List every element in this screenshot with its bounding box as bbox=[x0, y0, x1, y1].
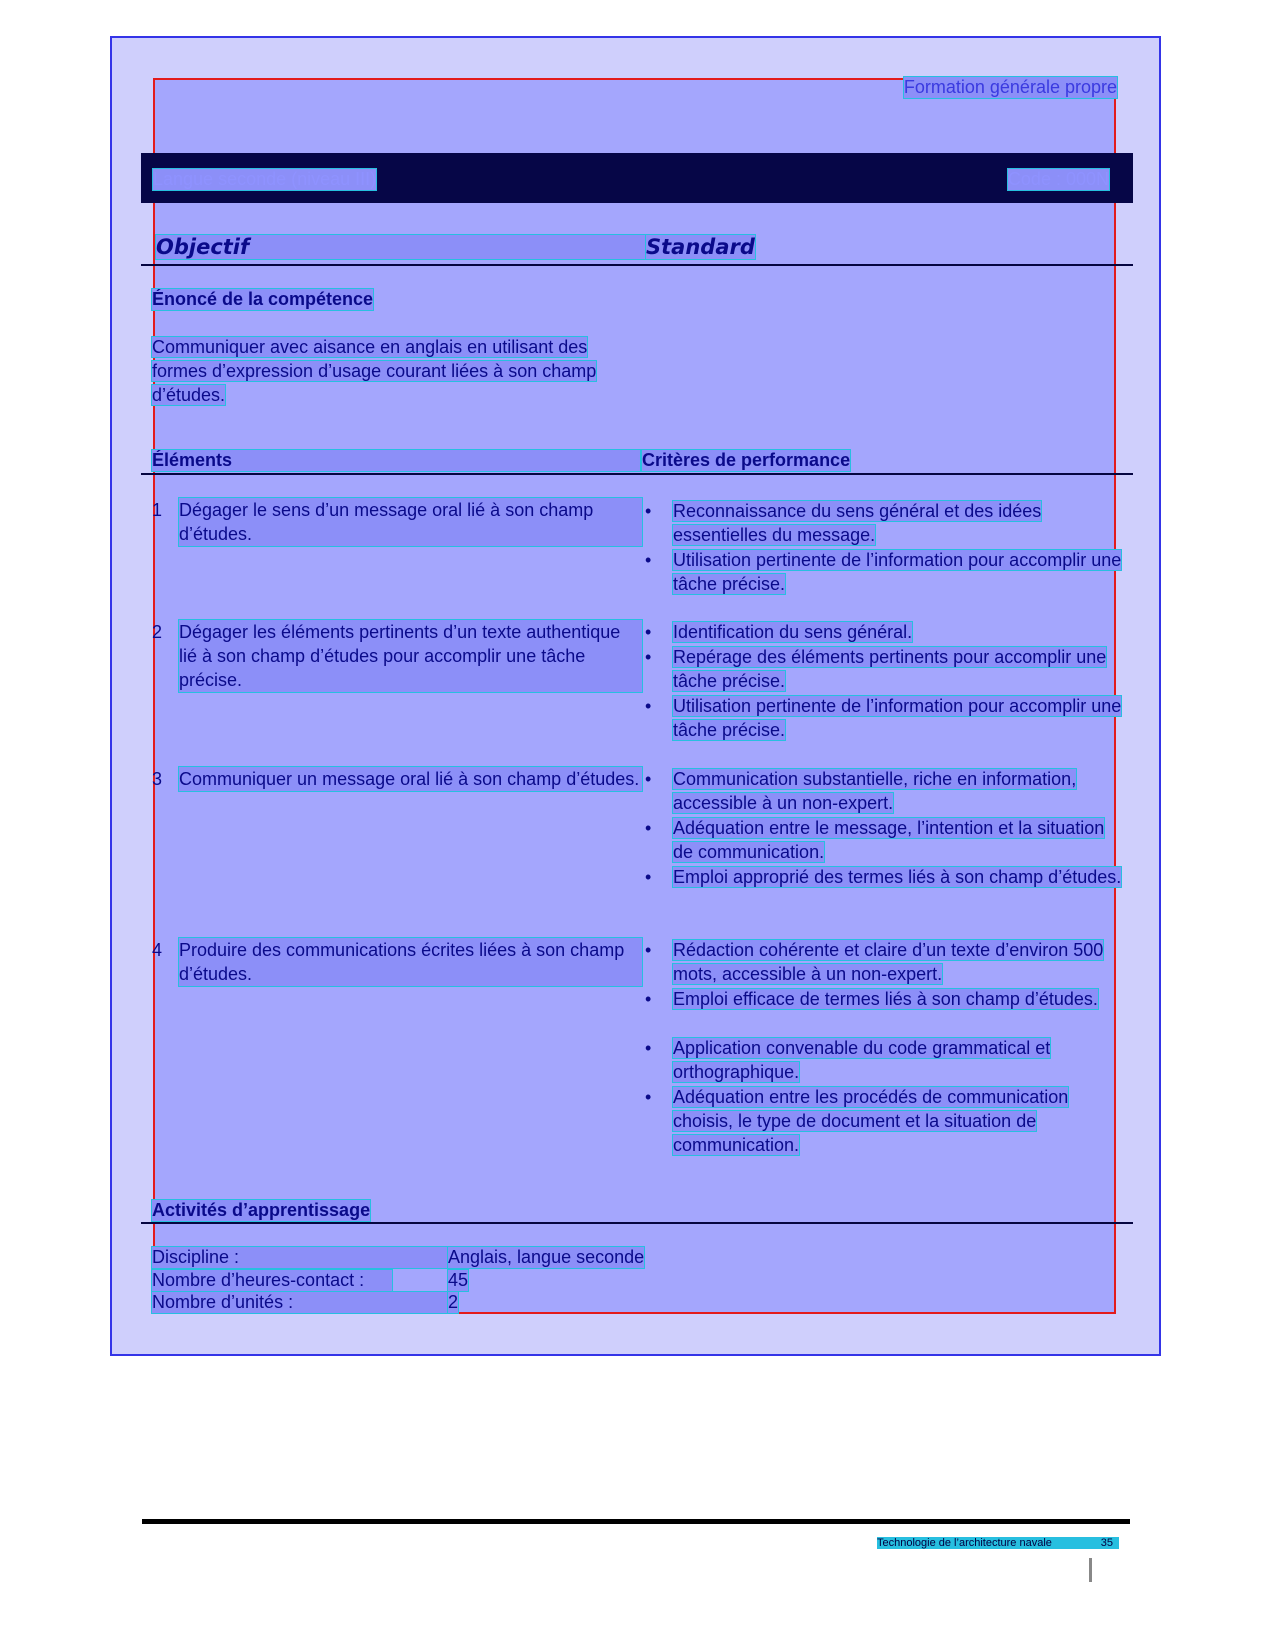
bullet-icon: • bbox=[645, 501, 652, 521]
hours-label: Nombre d’heures-contact : bbox=[152, 1270, 392, 1291]
bullet-icon: • bbox=[645, 696, 652, 716]
criterion bbox=[645, 865, 1125, 889]
criterion-text: Utilisation pertinente de l’information pour accomplir une tâche précise. bbox=[673, 550, 1122, 594]
discipline-label: Discipline : bbox=[152, 1247, 448, 1268]
criterion bbox=[645, 645, 1125, 693]
bullet-icon: • bbox=[645, 940, 652, 960]
bullet-icon: • bbox=[645, 647, 652, 667]
criterion bbox=[645, 987, 1125, 1011]
hours-value: 45 bbox=[448, 1270, 469, 1290]
criterion bbox=[645, 816, 1125, 864]
element-number: 4 bbox=[152, 940, 163, 960]
competence-heading: Énoncé de la compétence bbox=[152, 289, 374, 309]
criterion-text: Utilisation pertinente de l’information pour accomplir une tâche précise. bbox=[673, 696, 1122, 740]
footer-rule bbox=[142, 1519, 1130, 1524]
top-right-label: Formation générale propre bbox=[903, 77, 1117, 97]
element-number: 3 bbox=[152, 769, 163, 789]
element-text: Communiquer un message oral lié à son champ d’études. bbox=[179, 767, 642, 791]
criterion-text: Identification du sens général. bbox=[673, 622, 913, 642]
element-4 bbox=[152, 938, 642, 986]
element-2 bbox=[152, 620, 642, 692]
units-value: 2 bbox=[448, 1292, 459, 1312]
bullet-icon: • bbox=[645, 818, 652, 838]
course-title: Langue seconde (niveau III) bbox=[153, 169, 377, 189]
text-cursor-mark bbox=[1089, 1558, 1092, 1582]
activities-rule bbox=[141, 1222, 1133, 1224]
bullet-icon: • bbox=[645, 1087, 652, 1107]
element-3 bbox=[152, 767, 642, 791]
bullet-icon: • bbox=[645, 622, 652, 642]
units-label: Nombre d’unités : bbox=[152, 1292, 448, 1313]
criterion bbox=[645, 499, 1125, 547]
elements-heading: Éléments bbox=[152, 450, 640, 471]
criterion-text: Repérage des éléments pertinents pour accomplir une tâche précise. bbox=[673, 647, 1107, 691]
bullet-icon: • bbox=[645, 867, 652, 887]
criterion-text: Adéquation entre le message, l’intention et la situation de communication. bbox=[673, 818, 1105, 862]
element-number: 2 bbox=[152, 622, 163, 642]
element-number: 1 bbox=[152, 500, 163, 520]
bullet-icon: • bbox=[645, 769, 652, 789]
criterion bbox=[645, 694, 1125, 742]
footer bbox=[877, 1537, 1119, 1549]
criterion-text: Reconnaissance du sens général et des idées essentielles du message. bbox=[673, 501, 1042, 545]
criterion bbox=[645, 938, 1125, 986]
course-title-bar bbox=[141, 153, 1133, 203]
criterion-text: Application convenable du code grammatical et orthographique. bbox=[673, 1038, 1051, 1082]
criterion bbox=[645, 548, 1125, 596]
element-text: Produire des communications écrites liées à son champ d’études. bbox=[179, 938, 642, 986]
criteria-heading: Critères de performance bbox=[642, 450, 851, 470]
standard-header: Standard bbox=[646, 235, 755, 259]
header-rule bbox=[141, 264, 1133, 266]
page-number: 35 bbox=[1100, 1537, 1113, 1549]
bullet-icon: • bbox=[645, 1038, 652, 1058]
discipline-value: Anglais, langue seconde bbox=[448, 1247, 645, 1267]
criterion bbox=[645, 1036, 1125, 1084]
criterion-text: Rédaction cohérente et claire d’un texte d’environ 500 mots, accessible à un non-expert. bbox=[673, 940, 1104, 984]
element-text: Dégager le sens d’un message oral lié à son champ d’études. bbox=[179, 498, 642, 546]
criterion bbox=[645, 1085, 1125, 1157]
competence-statement: Communiquer avec aisance en anglais en utilisant des formes d’expression d’usage courant liées à son champ d’études. bbox=[152, 337, 597, 405]
criterion-text: Emploi approprié des termes liés à son champ d’études. bbox=[673, 867, 1122, 887]
element-text: Dégager les éléments pertinents d’un texte authentique lié à son champ d’études pour accomplir une tâche précise. bbox=[179, 620, 642, 692]
objective-header: Objectif bbox=[156, 235, 646, 259]
criterion-text: Emploi efficace de termes liés à son champ d’études. bbox=[673, 989, 1098, 1009]
element-1 bbox=[152, 498, 642, 546]
activities-heading: Activités d’apprentissage bbox=[152, 1200, 371, 1220]
criterion bbox=[645, 620, 1125, 644]
elements-rule bbox=[141, 473, 1133, 475]
criterion-text: Adéquation entre les procédés de communication choisis, le type de document et la situation de communication. bbox=[673, 1087, 1069, 1155]
criterion-text: Communication substantielle, riche en information, accessible à un non-expert. bbox=[673, 769, 1077, 813]
footer-title: Technologie de l’architecture navale bbox=[877, 1537, 1052, 1549]
course-code: Code : 000N bbox=[1007, 169, 1109, 189]
bullet-icon: • bbox=[645, 989, 652, 1009]
bullet-icon: • bbox=[645, 550, 652, 570]
competence-text bbox=[152, 335, 622, 407]
criterion bbox=[645, 767, 1125, 815]
